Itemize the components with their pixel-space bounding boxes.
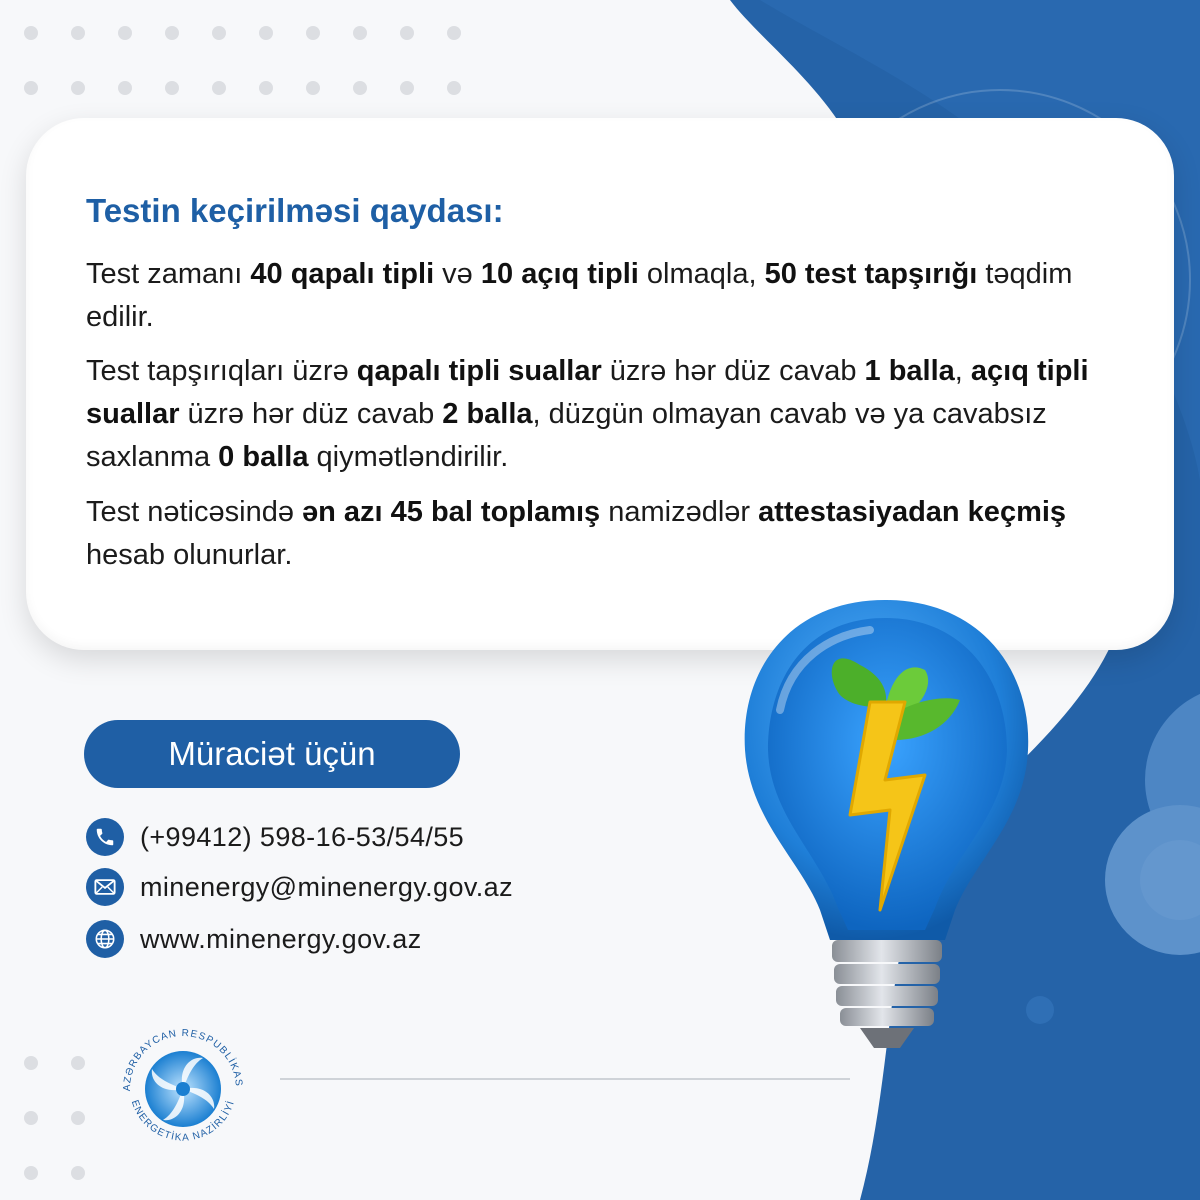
card-title: Testin keçirilməsi qaydası: bbox=[86, 192, 504, 229]
body-text: olmaqla, bbox=[638, 258, 765, 290]
emphasis-text: 40 qapalı tipli bbox=[250, 258, 435, 290]
footer-divider bbox=[280, 1078, 850, 1080]
contact-email-row[interactable] bbox=[86, 868, 513, 906]
body-text: hesab olunurlar. bbox=[86, 539, 293, 571]
globe-icon bbox=[86, 920, 124, 958]
emphasis-text: açıq tipli suallar bbox=[86, 355, 1089, 430]
website-url: www.minenergy.gov.az bbox=[140, 923, 422, 954]
rules-paragraph-2 bbox=[86, 350, 1146, 479]
emphasis-text: 2 balla bbox=[442, 398, 533, 430]
emphasis-text: ən azı 45 bal toplamış bbox=[302, 496, 601, 528]
lightbulb-illustration bbox=[720, 590, 1050, 1070]
body-text: namizədlər bbox=[600, 496, 759, 528]
logo-text-top: AZƏRBAYCAN RESPUBLİKAS bbox=[121, 1027, 245, 1092]
logo-text-bottom: ENERGETİKA NAZİRLİYİ bbox=[128, 1098, 238, 1144]
emphasis-text: 50 test tapşırığı bbox=[764, 258, 978, 290]
contact-heading: Müraciət üçün bbox=[84, 720, 460, 788]
emphasis-text: qapalı tipli suallar bbox=[356, 355, 602, 387]
email-address: minenergy@minenergy.gov.az bbox=[140, 871, 513, 902]
contact-website-row[interactable] bbox=[86, 920, 422, 958]
body-text: Test tapşırıqları üzrə bbox=[86, 355, 357, 387]
body-text: , bbox=[954, 355, 971, 387]
body-text: təqdim edilir. bbox=[86, 258, 1073, 333]
emphasis-text: 10 açıq tipli bbox=[480, 258, 639, 290]
emphasis-text: attestasiyadan keçmiş bbox=[758, 496, 1067, 528]
ministry-logo bbox=[108, 1014, 258, 1164]
body-text: Test nəticəsində bbox=[86, 496, 303, 528]
mail-icon bbox=[86, 868, 124, 906]
emphasis-text: 1 balla bbox=[864, 355, 955, 387]
contact-phone-row[interactable] bbox=[86, 818, 464, 856]
phone-number: (+99412) 598-16-53/54/55 bbox=[140, 821, 465, 852]
body-text: qiymətləndirilir. bbox=[308, 441, 509, 473]
body-text: üzrə hər düz cavab bbox=[601, 355, 865, 387]
emphasis-text: 0 balla bbox=[218, 441, 309, 473]
body-text: , düzgün olmayan cavab və ya cavabsız saxlanma bbox=[86, 398, 1047, 473]
phone-icon bbox=[86, 818, 124, 856]
rules-paragraph-3 bbox=[86, 491, 1146, 577]
rules-paragraph-1 bbox=[86, 253, 1146, 339]
body-text: üzrə hər düz cavab bbox=[179, 398, 443, 430]
body-text: və bbox=[434, 258, 481, 290]
body-text: Test zamanı bbox=[86, 258, 251, 290]
